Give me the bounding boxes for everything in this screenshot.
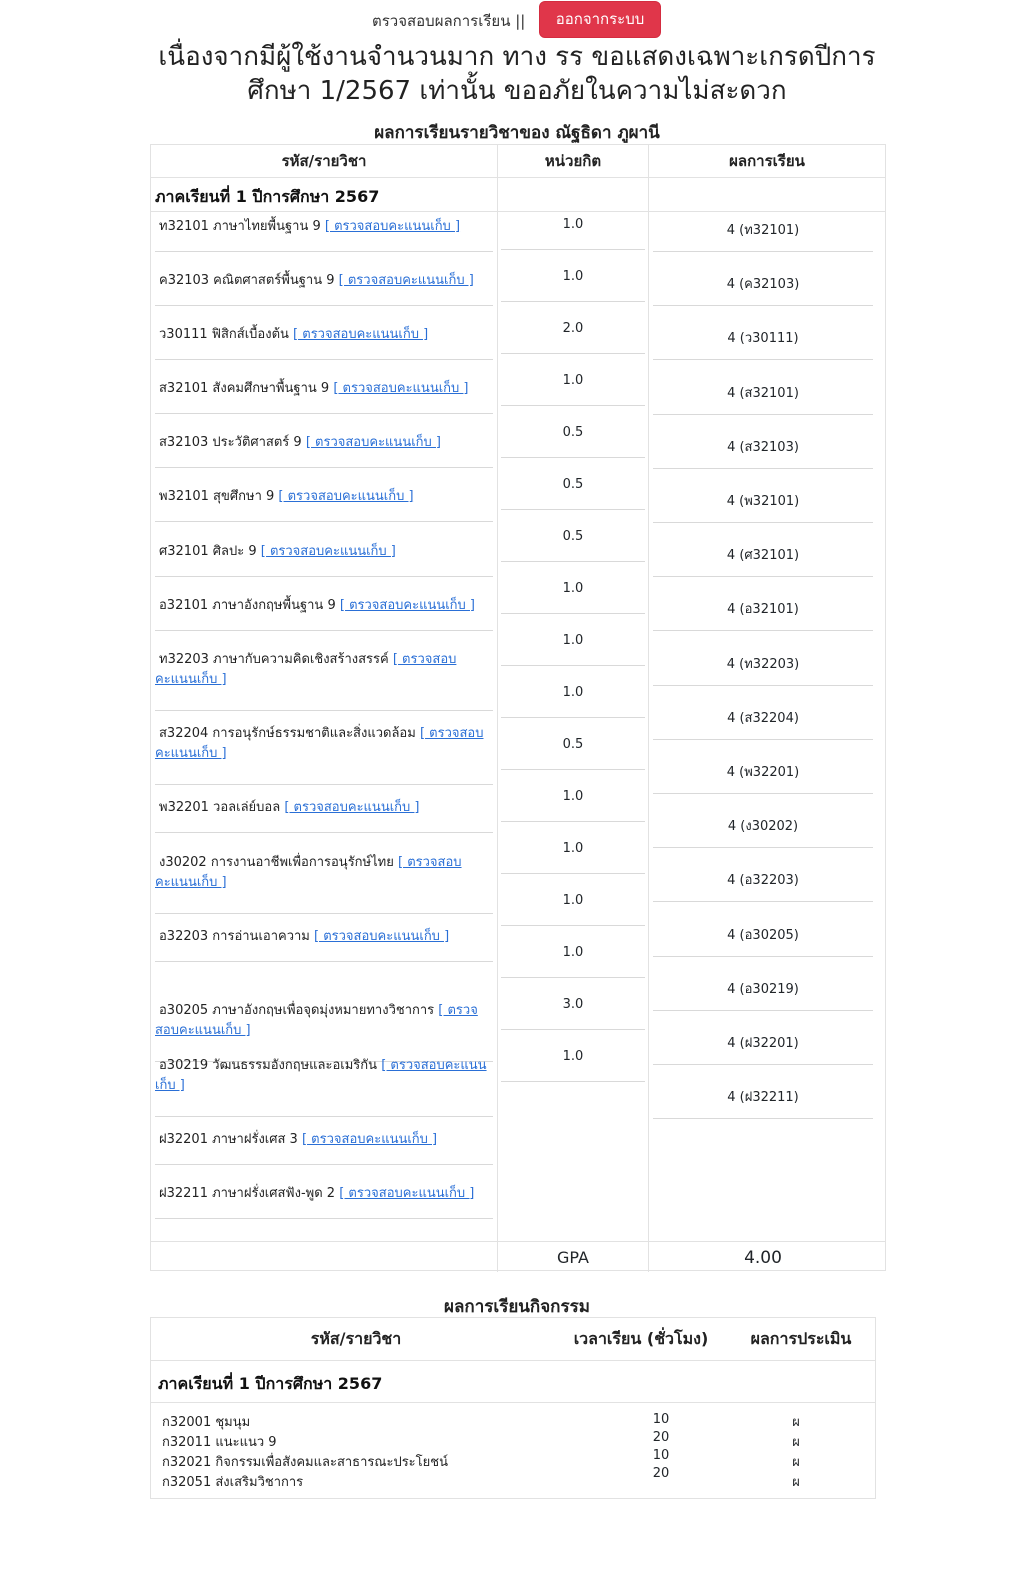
- subject-row: [155, 596, 493, 616]
- credit-cell: 0.5: [562, 425, 584, 440]
- subject-row: [155, 798, 493, 818]
- subject-row: [155, 650, 493, 690]
- result-cell: 4 (อ30219): [727, 981, 799, 997]
- subject-row: [155, 325, 493, 345]
- grades-title: ผลการเรียนรายวิชาของ ณัฐธิดา ภูผานี: [374, 123, 660, 143]
- subject-name: ศ32101 ศิลปะ 9: [159, 544, 261, 559]
- check-scores-link[interactable]: [ ตรวจสอบคะแนนเก็บ ]: [293, 327, 429, 342]
- check-scores-link[interactable]: [ ตรวจสอบคะแนนเก็บ ]: [260, 544, 396, 559]
- subject-row: [155, 927, 493, 947]
- result-cell: 4 (ท32101): [726, 223, 800, 238]
- credit-cell: 1.0: [562, 789, 584, 804]
- subject-name: ส32101 สังคมศึกษาพื้นฐาน 9: [159, 381, 334, 396]
- subject-name: ท32203 ภาษากับความคิดเชิงสร้างสรรค์: [159, 652, 393, 667]
- result-cell: 4 (อ32101): [727, 602, 799, 618]
- subject-name: พ32101 สุขศึกษา 9: [159, 489, 279, 504]
- credit-cell: 1.0: [562, 1049, 584, 1064]
- check-scores-link[interactable]: [ ตรวจสอบคะแนนเก็บ ]: [155, 855, 462, 890]
- result-cell: 4 (ส32204): [727, 710, 799, 726]
- subject-name: พ32201 วอลเล่ย์บอล: [159, 800, 285, 815]
- col-credit-header: หน่วยกิต: [544, 152, 602, 170]
- check-scores-link[interactable]: [ ตรวจสอบคะแนนเก็บ ]: [338, 273, 474, 288]
- check-scores-link[interactable]: [ ตรวจสอบคะแนนเก็บ ]: [278, 489, 414, 504]
- activity-name: ก32051 ส่งเสริมวิชาการ: [162, 1475, 304, 1490]
- credit-cell: 1.0: [562, 373, 584, 388]
- check-scores-link[interactable]: [ ตรวจสอบคะแนนเก็บ ]: [155, 652, 457, 687]
- subject-row: [155, 542, 493, 562]
- subject-row: [155, 1130, 493, 1150]
- result-cell: 4 (พ32101): [726, 494, 800, 509]
- activity-names: [162, 1413, 448, 1493]
- gpa-value: 4.00: [744, 1248, 782, 1268]
- subject-row: [155, 1184, 493, 1204]
- subject-name: ฝ32211 ภาษาฝรั่งเศสฟัง-พูด 2: [159, 1186, 340, 1201]
- activity-hours-value: 20: [652, 1466, 670, 1481]
- check-scores-link[interactable]: [ ตรวจสอบคะแนนเก็บ ]: [339, 1186, 475, 1201]
- subject-row: [155, 487, 493, 507]
- top-bar: [0, 0, 1034, 38]
- subject-row: [155, 433, 493, 453]
- activity-eval-value: ผ: [792, 1475, 800, 1490]
- subject-row: [155, 1056, 493, 1096]
- result-cell: 4 (ฝ32201): [727, 1036, 799, 1051]
- credit-cell: 3.0: [562, 997, 584, 1012]
- check-scores-link[interactable]: [ ตรวจสอบคะแนนเก็บ ]: [155, 726, 484, 761]
- act-col-subject-header: รหัส/รายวิชา: [310, 1329, 402, 1348]
- logout-button[interactable]: ออกจากระบบ: [539, 1, 661, 38]
- nav-text: ตรวจสอบผลการเรียน ||: [372, 12, 526, 30]
- activity-eval-value: ผ: [792, 1415, 800, 1430]
- subject-name: อ32203 การอ่านเอาความ: [159, 929, 314, 944]
- activity-hours: [621, 1411, 701, 1483]
- subject-name: อ30219 วัฒนธรรมอังกฤษและอเมริกัน: [159, 1058, 382, 1073]
- activity-eval-value: ผ: [792, 1435, 800, 1450]
- check-scores-link[interactable]: [ ตรวจสอบคะแนนเก็บ ]: [339, 598, 476, 613]
- check-scores-link[interactable]: [ ตรวจสอบคะแนนเก็บ ]: [301, 1132, 438, 1147]
- credit-cell: 0.5: [562, 529, 584, 544]
- result-cell: 4 (ส32103): [727, 439, 799, 455]
- activity-evals: [761, 1413, 831, 1493]
- subject-name: ว30111 ฟิสิกส์เบื้องต้น: [159, 327, 294, 342]
- activity-name: ก32001 ชุมนุม: [162, 1415, 251, 1430]
- subject-name: อ30205 ภาษาอังกฤษเพื่อจุดมุ่งหมายทางวิชาการ: [159, 1003, 439, 1018]
- check-scores-link[interactable]: [ ตรวจสอบคะแนนเก็บ ]: [314, 929, 450, 944]
- result-cell: 4 (ค32103): [726, 277, 800, 293]
- check-scores-link[interactable]: [ ตรวจสอบคะแนนเก็บ ]: [333, 381, 469, 396]
- subject-name: ส32204 การอนุรักษ์ธรรมชาติและสิ่งแวดล้อม: [159, 726, 420, 741]
- subject-row: [155, 379, 493, 399]
- activity-eval-value: ผ: [792, 1455, 800, 1470]
- credit-cell: 0.5: [562, 737, 584, 752]
- credit-cell: 1.0: [562, 581, 584, 596]
- result-cell: 4 (พ32201): [726, 765, 800, 780]
- credit-cell: 2.0: [562, 321, 584, 336]
- credit-cell: 1.0: [562, 217, 584, 232]
- subject-row: [155, 217, 493, 237]
- term-label: ภาคเรียนที่ 1 ปีการศึกษา 2567: [155, 187, 380, 206]
- gpa-label: GPA: [557, 1248, 589, 1267]
- subject-name: ฝ32201 ภาษาฝรั่งเศส 3: [159, 1132, 302, 1147]
- check-scores-link[interactable]: [ ตรวจสอบคะแนนเก็บ ]: [155, 1003, 478, 1038]
- subject-name: อ32101 ภาษาอังกฤษพื้นฐาน 9: [159, 598, 340, 613]
- subject-row: [155, 724, 493, 764]
- activity-hours-value: 10: [652, 1412, 670, 1427]
- credit-cell: 0.5: [562, 477, 584, 492]
- result-cell: 4 (ว30111): [727, 331, 799, 347]
- act-col-eval-header: ผลการประเมิน: [750, 1329, 852, 1348]
- credit-cell: 1.0: [562, 269, 584, 284]
- subject-name: ค32103 คณิตศาสตร์พื้นฐาน 9: [159, 273, 339, 288]
- credit-cell: 1.0: [562, 945, 584, 960]
- result-cell: 4 (ศ32101): [726, 548, 800, 564]
- credit-cell: 1.0: [562, 633, 584, 648]
- credit-cell: 1.0: [562, 893, 584, 908]
- activity-hours-value: 10: [652, 1448, 670, 1463]
- subject-row: [155, 1001, 493, 1041]
- subject-name: ง30202 การงานอาชีพเพื่อการอนุรักษ์ไทย: [159, 855, 398, 870]
- result-cell: 4 (ง30202): [727, 819, 799, 835]
- subject-row: [155, 271, 493, 291]
- subject-name: ส32103 ประวัติศาสตร์ 9: [159, 435, 306, 450]
- credit-cell: 1.0: [562, 685, 584, 700]
- result-cell: 4 (ท32203): [726, 656, 800, 672]
- check-scores-link[interactable]: [ ตรวจสอบคะแนนเก็บ ]: [155, 1058, 487, 1093]
- subject-row: [155, 853, 493, 893]
- act-col-hours-header: เวลาเรียน (ชั่วโมง): [573, 1329, 709, 1348]
- col-subject-header: รหัส/รายวิชา: [281, 152, 367, 170]
- activities-title: ผลการเรียนกิจกรรม: [444, 1297, 590, 1317]
- credit-cell: 1.0: [562, 841, 584, 856]
- notice-heading: เนื่องจากมีผู้ใช้งานจำนวนมาก ทาง รร ขอแสดงเฉพาะเกรดปีการศึกษา 1/2567 เท่านั้น ขออภัยในความไม่สะดวก: [158, 42, 876, 106]
- check-scores-link[interactable]: [ ตรวจสอบคะแนนเก็บ ]: [324, 219, 461, 234]
- check-scores-link[interactable]: [ ตรวจสอบคะแนนเก็บ ]: [305, 435, 441, 450]
- result-cell: 4 (ส32101): [727, 385, 799, 401]
- activity-name: ก32021 กิจกรรมเพื่อสังคมและสาธารณะประโยชน์: [162, 1455, 448, 1470]
- result-cell: 4 (ฝ32211): [727, 1090, 799, 1106]
- check-scores-link[interactable]: [ ตรวจสอบคะแนนเก็บ ]: [284, 800, 420, 815]
- activities-table: [150, 1317, 876, 1499]
- result-cell: 4 (อ32203): [727, 873, 799, 889]
- subject-name: ท32101 ภาษาไทยพื้นฐาน 9: [159, 219, 325, 234]
- activity-hours-value: 20: [652, 1430, 670, 1445]
- col-result-header: ผลการเรียน: [729, 152, 805, 170]
- result-cell: 4 (อ30205): [727, 927, 799, 943]
- act-term-label: ภาคเรียนที่ 1 ปีการศึกษา 2567: [158, 1374, 383, 1393]
- grades-table: [150, 144, 886, 1271]
- activity-name: ก32011 แนะแนว 9: [162, 1435, 277, 1450]
